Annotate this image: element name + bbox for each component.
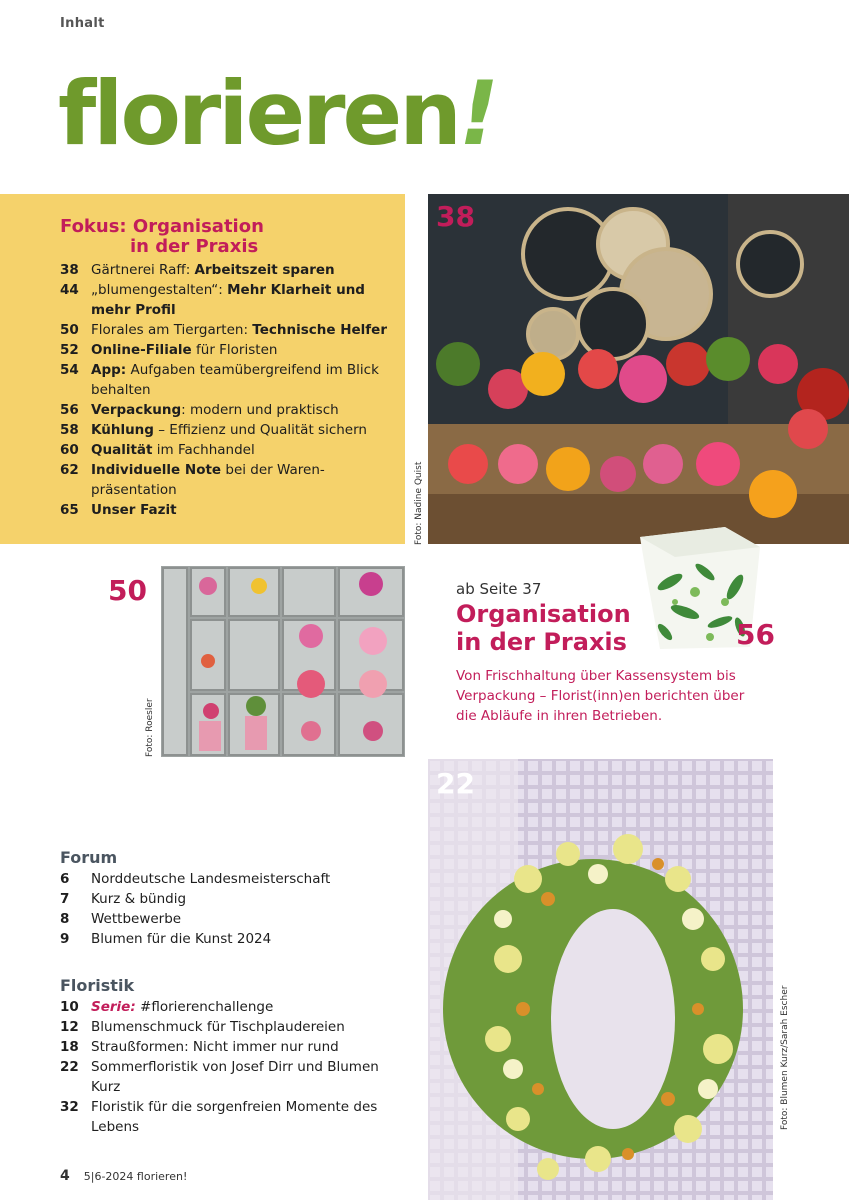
floristik-text: Sommerfloristik von Josef Dirr und Blumen Kurz (91, 1059, 379, 1095)
toc-page: 65 (60, 502, 79, 518)
clocks-page-badge: 38 (436, 200, 475, 233)
focus-title (60, 217, 264, 257)
toc-bold: Online-Filiale (91, 342, 192, 358)
issue-label: 5|6-2024 florieren! (83, 1170, 188, 1183)
shelf-photo-credit: Foto: Roesler (145, 698, 155, 757)
toc-post: – Effizienz und Qualität sichern (153, 422, 367, 438)
forum-text: Wettbewerbe (91, 911, 182, 927)
floristik-item[interactable] (60, 1097, 390, 1137)
forum-text: Kurz & bündig (91, 891, 187, 907)
floristik-text: #florierenchallenge (135, 999, 274, 1015)
forum-text: Norddeutsche Landesmeisterschaft (91, 871, 331, 887)
forum-item[interactable] (60, 909, 390, 929)
toc-bold: Technische Helfer (252, 322, 387, 338)
toc-page: 44 (60, 282, 79, 298)
toc-bold: Qualität (91, 442, 153, 458)
page-footer (60, 1168, 187, 1184)
toc-bold: App: (91, 362, 127, 378)
box-page-badge: 56 (736, 618, 775, 651)
toc-bold: Arbeitszeit sparen (194, 262, 335, 278)
floristik-page: 22 (60, 1059, 79, 1075)
magazine-logo (58, 62, 497, 165)
wreath-photo-credit: Foto: Blumen Kurz/Sarah Escher (780, 985, 790, 1130)
forum-page: 8 (60, 911, 70, 927)
floristik-item[interactable] (60, 1037, 390, 1057)
forum-item[interactable] (60, 889, 390, 909)
floristik-page: 32 (60, 1099, 79, 1115)
toc-bold: Unser Fazit (91, 502, 177, 518)
teaser-kicker: ab Seite 37 (456, 580, 542, 598)
toc-item[interactable] (60, 440, 390, 460)
page-number: 4 (60, 1168, 70, 1184)
toc-pre: „blumengestalten“: (91, 282, 228, 298)
toc-bold: Mehr Klarheit und mehr Profil (91, 282, 365, 318)
forum-page: 7 (60, 891, 70, 907)
forum-title: Forum (60, 848, 118, 867)
toc-item[interactable] (60, 500, 390, 520)
toc-post: im Fachhandel (152, 442, 255, 458)
section-label: Inhalt (60, 16, 105, 31)
toc-item[interactable] (60, 460, 390, 500)
toc-bold: Individuelle Note (91, 462, 222, 478)
toc-item[interactable] (60, 360, 390, 400)
teaser-headline[interactable] (456, 600, 756, 656)
toc-bold: Kühlung (91, 422, 154, 438)
forum-text: Blumen für die Kunst 2024 (91, 931, 272, 947)
toc-item[interactable] (60, 280, 390, 320)
floristik-item[interactable] (60, 1017, 390, 1037)
toc-item[interactable] (60, 420, 390, 440)
forum-item[interactable] (60, 869, 390, 889)
forum-list (60, 869, 390, 949)
teaser-headline-line1: Organisation (456, 600, 631, 628)
toc-page: 56 (60, 402, 79, 418)
floristik-text: Blumenschmuck für Tischplaudereien (91, 1019, 345, 1035)
wreath-page-badge: 22 (436, 767, 475, 800)
floristik-page: 12 (60, 1019, 79, 1035)
floristik-page: 10 (60, 999, 79, 1015)
floristik-text: Straußformen: Nicht immer nur rund (91, 1039, 339, 1055)
toc-item[interactable] (60, 400, 390, 420)
toc-post: Aufgaben teamübergreifend im Blick behalten (91, 362, 379, 398)
toc-page: 58 (60, 422, 79, 438)
toc-page: 52 (60, 342, 79, 358)
floristik-item[interactable] (60, 1057, 390, 1097)
focus-title-line2: in der Praxis (130, 236, 259, 257)
teaser (456, 580, 756, 656)
forum-page: 6 (60, 871, 70, 887)
shelf-page-badge: 50 (108, 574, 147, 607)
toc-page: 62 (60, 462, 79, 478)
floristik-list (60, 997, 390, 1137)
floristik-title: Floristik (60, 976, 135, 995)
serie-label: Serie: (91, 999, 136, 1015)
toc-page: 38 (60, 262, 79, 278)
logo-mark: ! (458, 62, 497, 165)
toc-page: 50 (60, 322, 79, 338)
focus-toc (60, 260, 390, 520)
wreath-photo[interactable] (428, 759, 773, 1200)
focus-title-line1: Fokus: Organisation (60, 216, 264, 237)
floristik-page: 18 (60, 1039, 79, 1055)
teaser-headline-line2: in der Praxis (456, 628, 627, 656)
flower-shop-clocks-photo[interactable] (428, 194, 849, 544)
clocks-photo-credit: Foto: Nadine Quist (414, 461, 424, 545)
toc-post: : modern und praktisch (181, 402, 339, 418)
toc-post: bei der Waren- präsentation (91, 462, 325, 498)
toc-item[interactable] (60, 260, 390, 280)
toc-post: für Floristen (191, 342, 278, 358)
flower-shelf-photo[interactable] (161, 566, 405, 757)
toc-item[interactable] (60, 340, 390, 360)
focus-box (0, 194, 405, 544)
toc-pre: Florales am Tiergarten: (91, 322, 253, 338)
floristik-text: Floristik für die sorgenfreien Momente des Lebens (91, 1099, 378, 1135)
toc-pre: Gärtnerei Raff: (91, 262, 195, 278)
logo-text: florieren (58, 62, 459, 165)
toc-item[interactable] (60, 320, 390, 340)
forum-page: 9 (60, 931, 70, 947)
floristik-item[interactable] (60, 997, 390, 1017)
forum-item[interactable] (60, 929, 390, 949)
toc-page: 60 (60, 442, 79, 458)
toc-bold: Verpackung (91, 402, 182, 418)
teaser-text: Von Frischhaltung über Kassensystem bis Verpackung – Florist(inn)en berichten über die Abläufe in ihren Betrieben. (456, 668, 745, 724)
toc-page: 54 (60, 362, 79, 378)
